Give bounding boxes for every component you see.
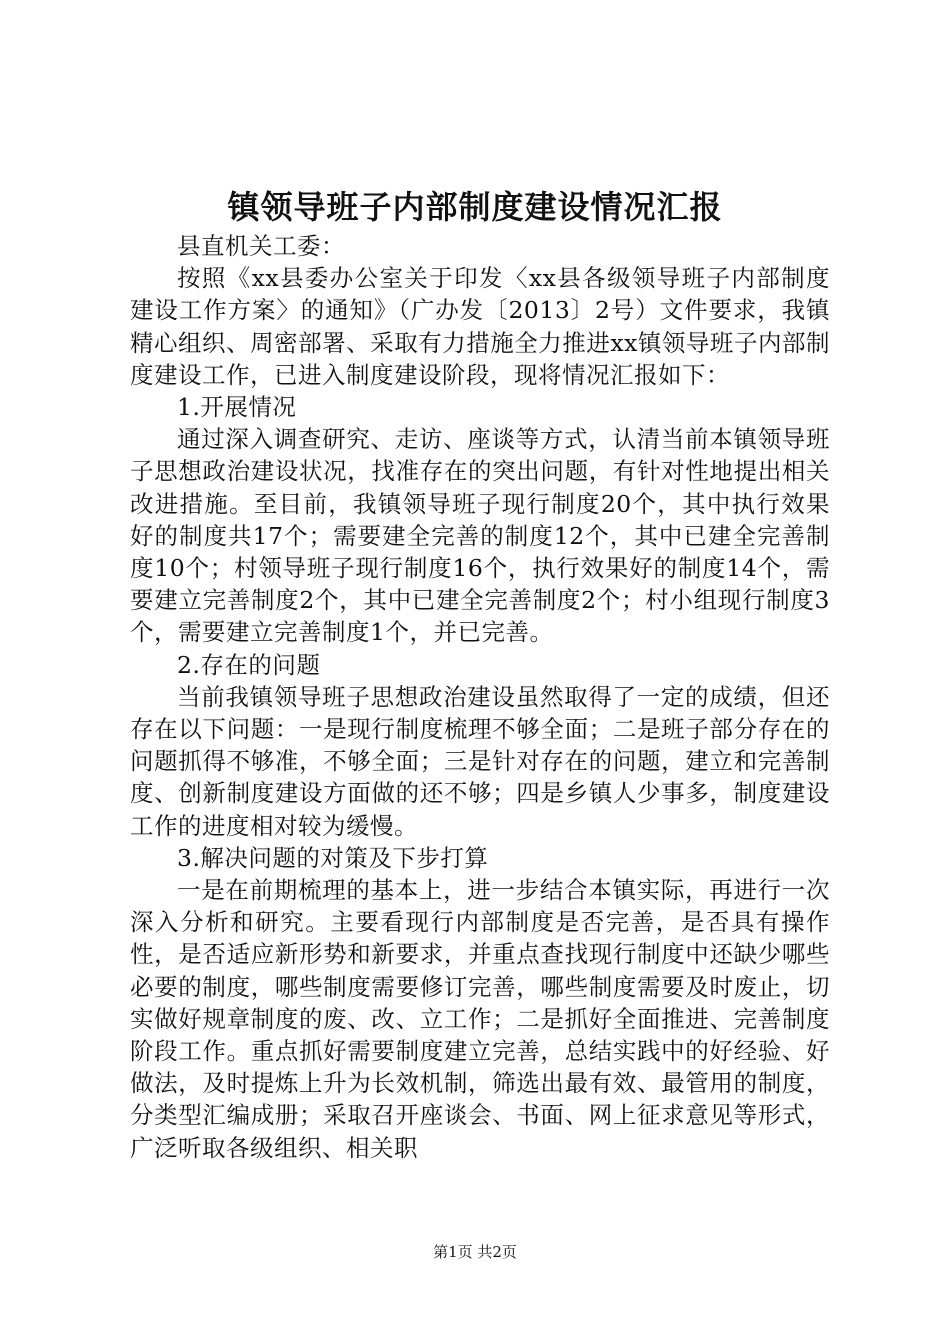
page-footer: 第1页 共2页 — [433, 1243, 517, 1261]
section-heading-3: 3.解决问题的对策及下步打算 — [177, 843, 489, 872]
paragraph-section-1: 通过深入调查研究、走访、座谈等方式，认清当前本镇领导班子思想政治建设状况，找准存在的突出问题，有针对性地提出相关改进措施。至目前，我镇领导班子现行制度20个，其中执行效果好的制度共17个；需要建全完善的制度12个，其中已建全完善制度10个；村领导班子现行制度16个，执行效果好的制度14个，需要建立完善制度2个，其中已建全完善制度2个；村小组现行制度3个，需要建立完善制度1个，并已完善。 — [130, 425, 830, 647]
section-heading-1: 1.开展情况 — [177, 393, 297, 422]
section-heading-2: 2.存在的问题 — [177, 650, 321, 679]
paragraph-section-3: 一是在前期梳理的基本上，进一步结合本镇实际，再进行一次深入分析和研究。主要看现行内部制度是否完善，是否具有操作性，是否适应新形势和新要求，并重点查找现行制度中还缺少哪些必要的制度，哪些制度需要修订完善，哪些制度需要及时废止，切实做好规章制度的废、改、立工作；二是抓好全面推进、完善制度阶段工作。重点抓好需要制度建立完善，总结实践中的好经验、好做法，及时提炼上升为长效机制，筛选出最有效、最管用的制度，分类型汇编成册；采取召开座谈会、书面、网上征求意见等形式，广泛听取各级组织、相关职 — [130, 876, 830, 1162]
document-body — [130, 230, 830, 1164]
paragraph-section-2: 当前我镇领导班子思想政治建设虽然取得了一定的成绩，但还存在以下问题：一是现行制度梳理不够全面；二是班子部分存在的问题抓得不够准，不够全面；三是针对存在的问题，建立和完善制度、创新制度建设方面做的还不够；四是乡镇人少事多，制度建设工作的进度相对较为缓慢。 — [130, 682, 830, 840]
document-title: 镇领导班子内部制度建设情况汇报 — [227, 188, 723, 226]
paragraph-intro: 按照《xx县委办公室关于印发〈xx县各级领导班子内部制度建设工作方案〉的通知》（广办发〔2013〕2号）文件要求，我镇精心组织、周密部署、采取有力措施全力推进xx镇领导班子内部制度建设工作，已进入制度建设阶段，现将情况汇报如下： — [130, 264, 830, 389]
salutation: 县直机关工委： — [177, 232, 345, 260]
